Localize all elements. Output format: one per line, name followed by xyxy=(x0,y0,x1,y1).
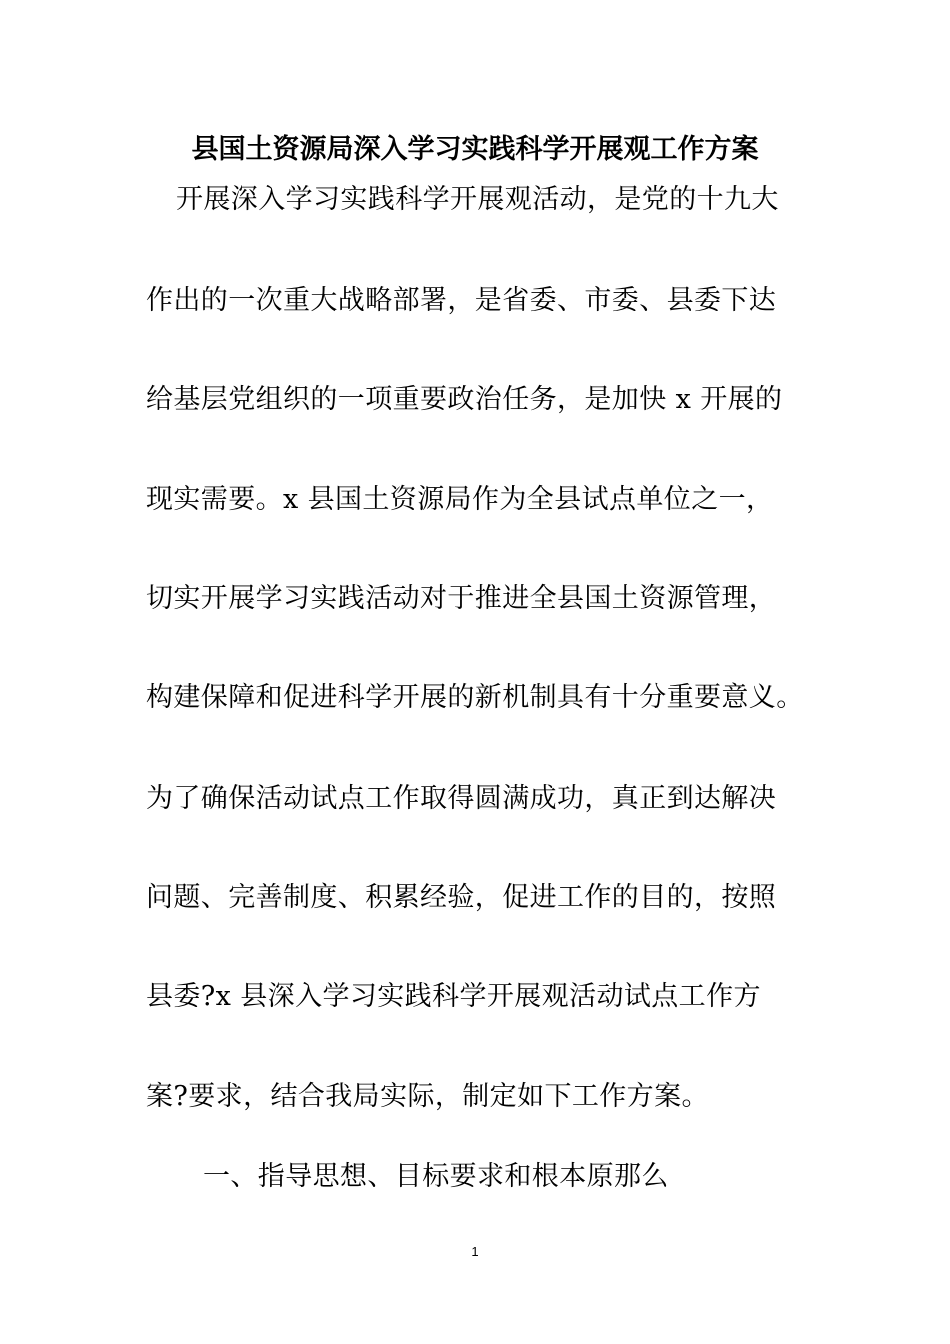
section-heading: 一、指导思想、目标要求和根本原那么 xyxy=(203,1161,669,1192)
paragraph-line: 作出的一次重大战略部署，是省委、市委、县委下达 xyxy=(146,285,777,316)
paragraph-line: 开展深入学习实践科学开展观活动，是党的十九大 xyxy=(176,184,779,215)
paragraph-line: 案?要求，结合我局实际，制定如下工作方案。 xyxy=(146,1081,709,1112)
paragraph-line: 县委?x 县深入学习实践科学开展观活动试点工作方 xyxy=(146,981,761,1012)
page-number: 1 xyxy=(471,1244,479,1259)
paragraph-line: 现实需要。x 县国土资源局作为全县试点单位之一， xyxy=(146,484,774,515)
document-title: 县国土资源局深入学习实践科学开展观工作方案 xyxy=(191,134,759,165)
paragraph-line: 给基层党组织的一项重要政治任务，是加快 x 开展的 xyxy=(146,384,783,415)
paragraph-line: 为了确保活动试点工作取得圆满成功，真正到达解决 xyxy=(146,783,777,814)
paragraph-line: 切实开展学习实践活动对于推进全县国土资源管理， xyxy=(146,583,777,614)
paragraph-line: 构建保障和促进科学开展的新机制具有十分重要意义。 xyxy=(146,682,804,713)
paragraph-line: 问题、完善制度、积累经验，促进工作的目的，按照 xyxy=(146,882,777,913)
